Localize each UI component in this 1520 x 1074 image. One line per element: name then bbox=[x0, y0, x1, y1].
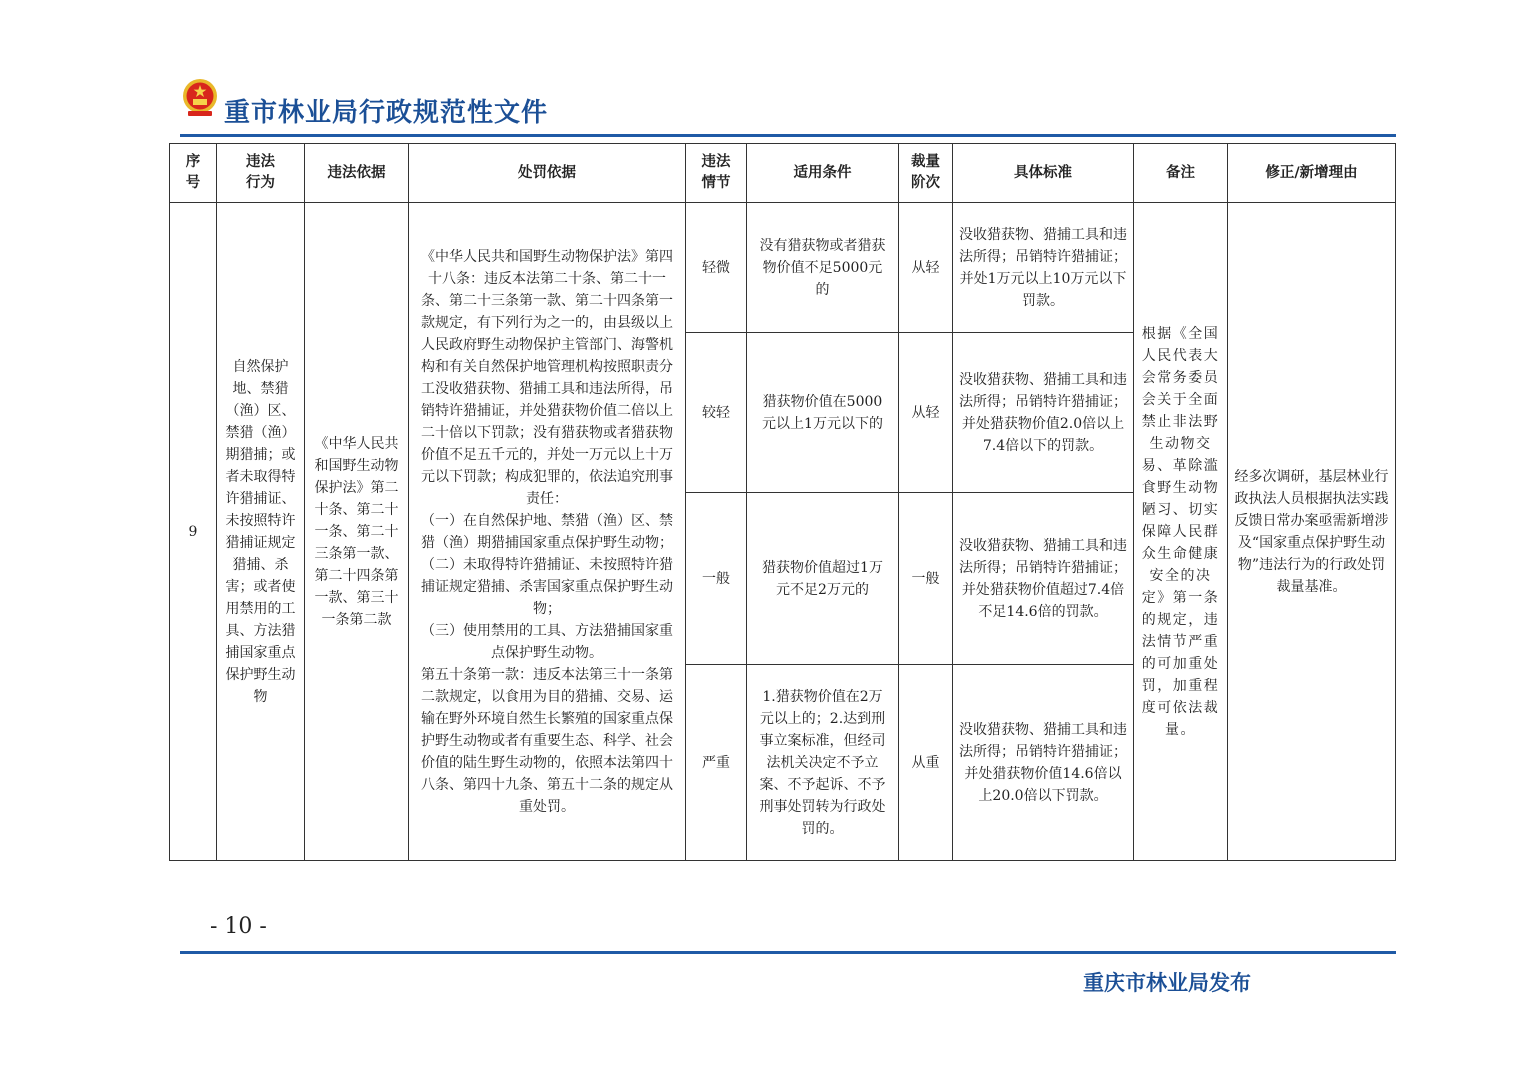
header-cell-condition: 适用条件 bbox=[747, 144, 899, 203]
header-cell-note: 备注 bbox=[1134, 144, 1228, 203]
document-header bbox=[180, 76, 1396, 140]
header-cell-reason: 修正/新增理由 bbox=[1228, 144, 1396, 203]
penalty-basis-paragraph: （一）在自然保护地、禁猎（渔）区、禁猎（渔）期猎捕国家重点保护野生动物； bbox=[421, 512, 673, 551]
standard-cell: 没收猎获物、猎捕工具和违法所得；吊销特许猎捕证；并处猎获物价值2.0倍以上7.4倍以下的罚款。 bbox=[953, 333, 1134, 493]
condition-cell: 猎获物价值超过1万元不足2万元的 bbox=[747, 493, 899, 665]
severity-cell: 轻微 bbox=[686, 203, 747, 333]
tier-cell: 从轻 bbox=[899, 333, 953, 493]
publisher-label: 重庆市林业局发布 bbox=[1083, 971, 1251, 995]
penalty-standard-table bbox=[169, 143, 1396, 861]
header-cell-act: 违法行为 bbox=[217, 144, 305, 203]
penalty-basis-paragraph: （三）使用禁用的工具、方法猎捕国家重点保护野生动物。 bbox=[421, 622, 673, 661]
condition-cell: 没有猎获物或者猎获物价值不足5000元的 bbox=[747, 203, 899, 333]
tier-cell: 从轻 bbox=[899, 203, 953, 333]
header-cell-severity: 违法情节 bbox=[686, 144, 747, 203]
standard-cell: 没收猎获物、猎捕工具和违法所得；吊销特许猎捕证；并处猎获物价值超过7.4倍不足14.6倍的罚款。 bbox=[953, 493, 1134, 665]
standard-cell: 没收猎获物、猎捕工具和违法所得；吊销特许猎捕证；并处1万元以上10万元以下罚款。 bbox=[953, 203, 1134, 333]
severity-cell: 严重 bbox=[686, 665, 747, 861]
table-row bbox=[170, 203, 1396, 333]
penalty-basis-paragraph: （二）未取得特许猎捕证、未按照特许猎捕证规定猎捕、杀害国家重点保护野生动物； bbox=[421, 556, 673, 617]
page-number: - 10 - bbox=[210, 914, 267, 939]
header-cell-basis: 违法依据 bbox=[305, 144, 409, 203]
violation-act: 自然保护地、禁猎（渔）区、禁猎（渔）期猎捕；或者未取得特许猎捕证、未按照特许猎捕证规定猎捕、杀害；或者使用禁用的工具、方法猎捕国家重点保护野生动物 bbox=[217, 203, 305, 861]
tier-cell: 一般 bbox=[899, 493, 953, 665]
violation-basis: 《中华人民共和国野生动物保护法》第二十条、第二十一条、第二十三条第一款、第二十四条第一款、第三十一条第二款 bbox=[305, 203, 409, 861]
standard-cell: 没收猎获物、猎捕工具和违法所得；吊销特许猎捕证；并处猎获物价值14.6倍以上20.0倍以下罚款。 bbox=[953, 665, 1134, 861]
header-title: 重市林业局行政规范性文件 bbox=[224, 98, 549, 128]
header-cell-tier: 裁量阶次 bbox=[899, 144, 953, 203]
severity-cell: 较轻 bbox=[686, 333, 747, 493]
national-emblem-icon bbox=[182, 78, 218, 118]
penalty-basis-paragraph: 第五十条第一款：违反本法第三十一条第二款规定，以食用为目的猎捕、交易、运输在野外环境自然生长繁殖的国家重点保护野生动物或者有重要生态、科学、社会价值的陆生野生动物的，依照本法第四十八条、第四十九条、第五十二条的规定从重处罚。 bbox=[421, 666, 673, 815]
table-header-row bbox=[170, 144, 1396, 203]
tier-cell: 从重 bbox=[899, 665, 953, 861]
header-divider bbox=[180, 134, 1396, 137]
header-cell-penalty-basis: 处罚依据 bbox=[409, 144, 686, 203]
severity-cell: 一般 bbox=[686, 493, 747, 665]
penalty-basis bbox=[409, 203, 686, 861]
row-number: 9 bbox=[170, 203, 217, 861]
footer-divider bbox=[180, 951, 1396, 954]
reason-cell: 经多次调研，基层林业行政执法人员根据执法实践反馈日常办案亟需新增涉及“国家重点保护野生动物”违法行为的行政处罚裁量基准。 bbox=[1228, 203, 1396, 861]
penalty-basis-paragraph: 《中华人民共和国野生动物保护法》第四十八条：违反本法第二十条、第二十一条、第二十三条第一款、第二十四条第一款规定，有下列行为之一的，由县级以上人民政府野生动物保护主管部门、海警机构和有关自然保护地管理机构按照职责分工没收猎获物、猎捕工具和违法所得，吊销特许猎捕证，并处猎获物价值二倍以上二十倍以下罚款；没有猎获物或者猎获物价值不足五千元的，并处一万元以上十万元以下罚款；构成犯罪的，依法追究刑事责任： bbox=[421, 248, 673, 507]
header-cell-no: 序号 bbox=[170, 144, 217, 203]
condition-cell: 猎获物价值在5000元以上1万元以下的 bbox=[747, 333, 899, 493]
header-cell-standard: 具体标准 bbox=[953, 144, 1134, 203]
condition-cell: 1.猎获物价值在2万元以上的；2.达到刑事立案标准，但经司法机关决定不予立案、不予起诉、不予刑事处罚转为行政处罚的。 bbox=[747, 665, 899, 861]
note-cell: 根据《全国人民代表大会常务委员会关于全面禁止非法野生动物交易、革除滥食野生动物陋习、切实保障人民群众生命健康安全的决定》第一条的规定，违法情节严重的可加重处罚，加重程度可依法裁量。 bbox=[1134, 203, 1228, 861]
